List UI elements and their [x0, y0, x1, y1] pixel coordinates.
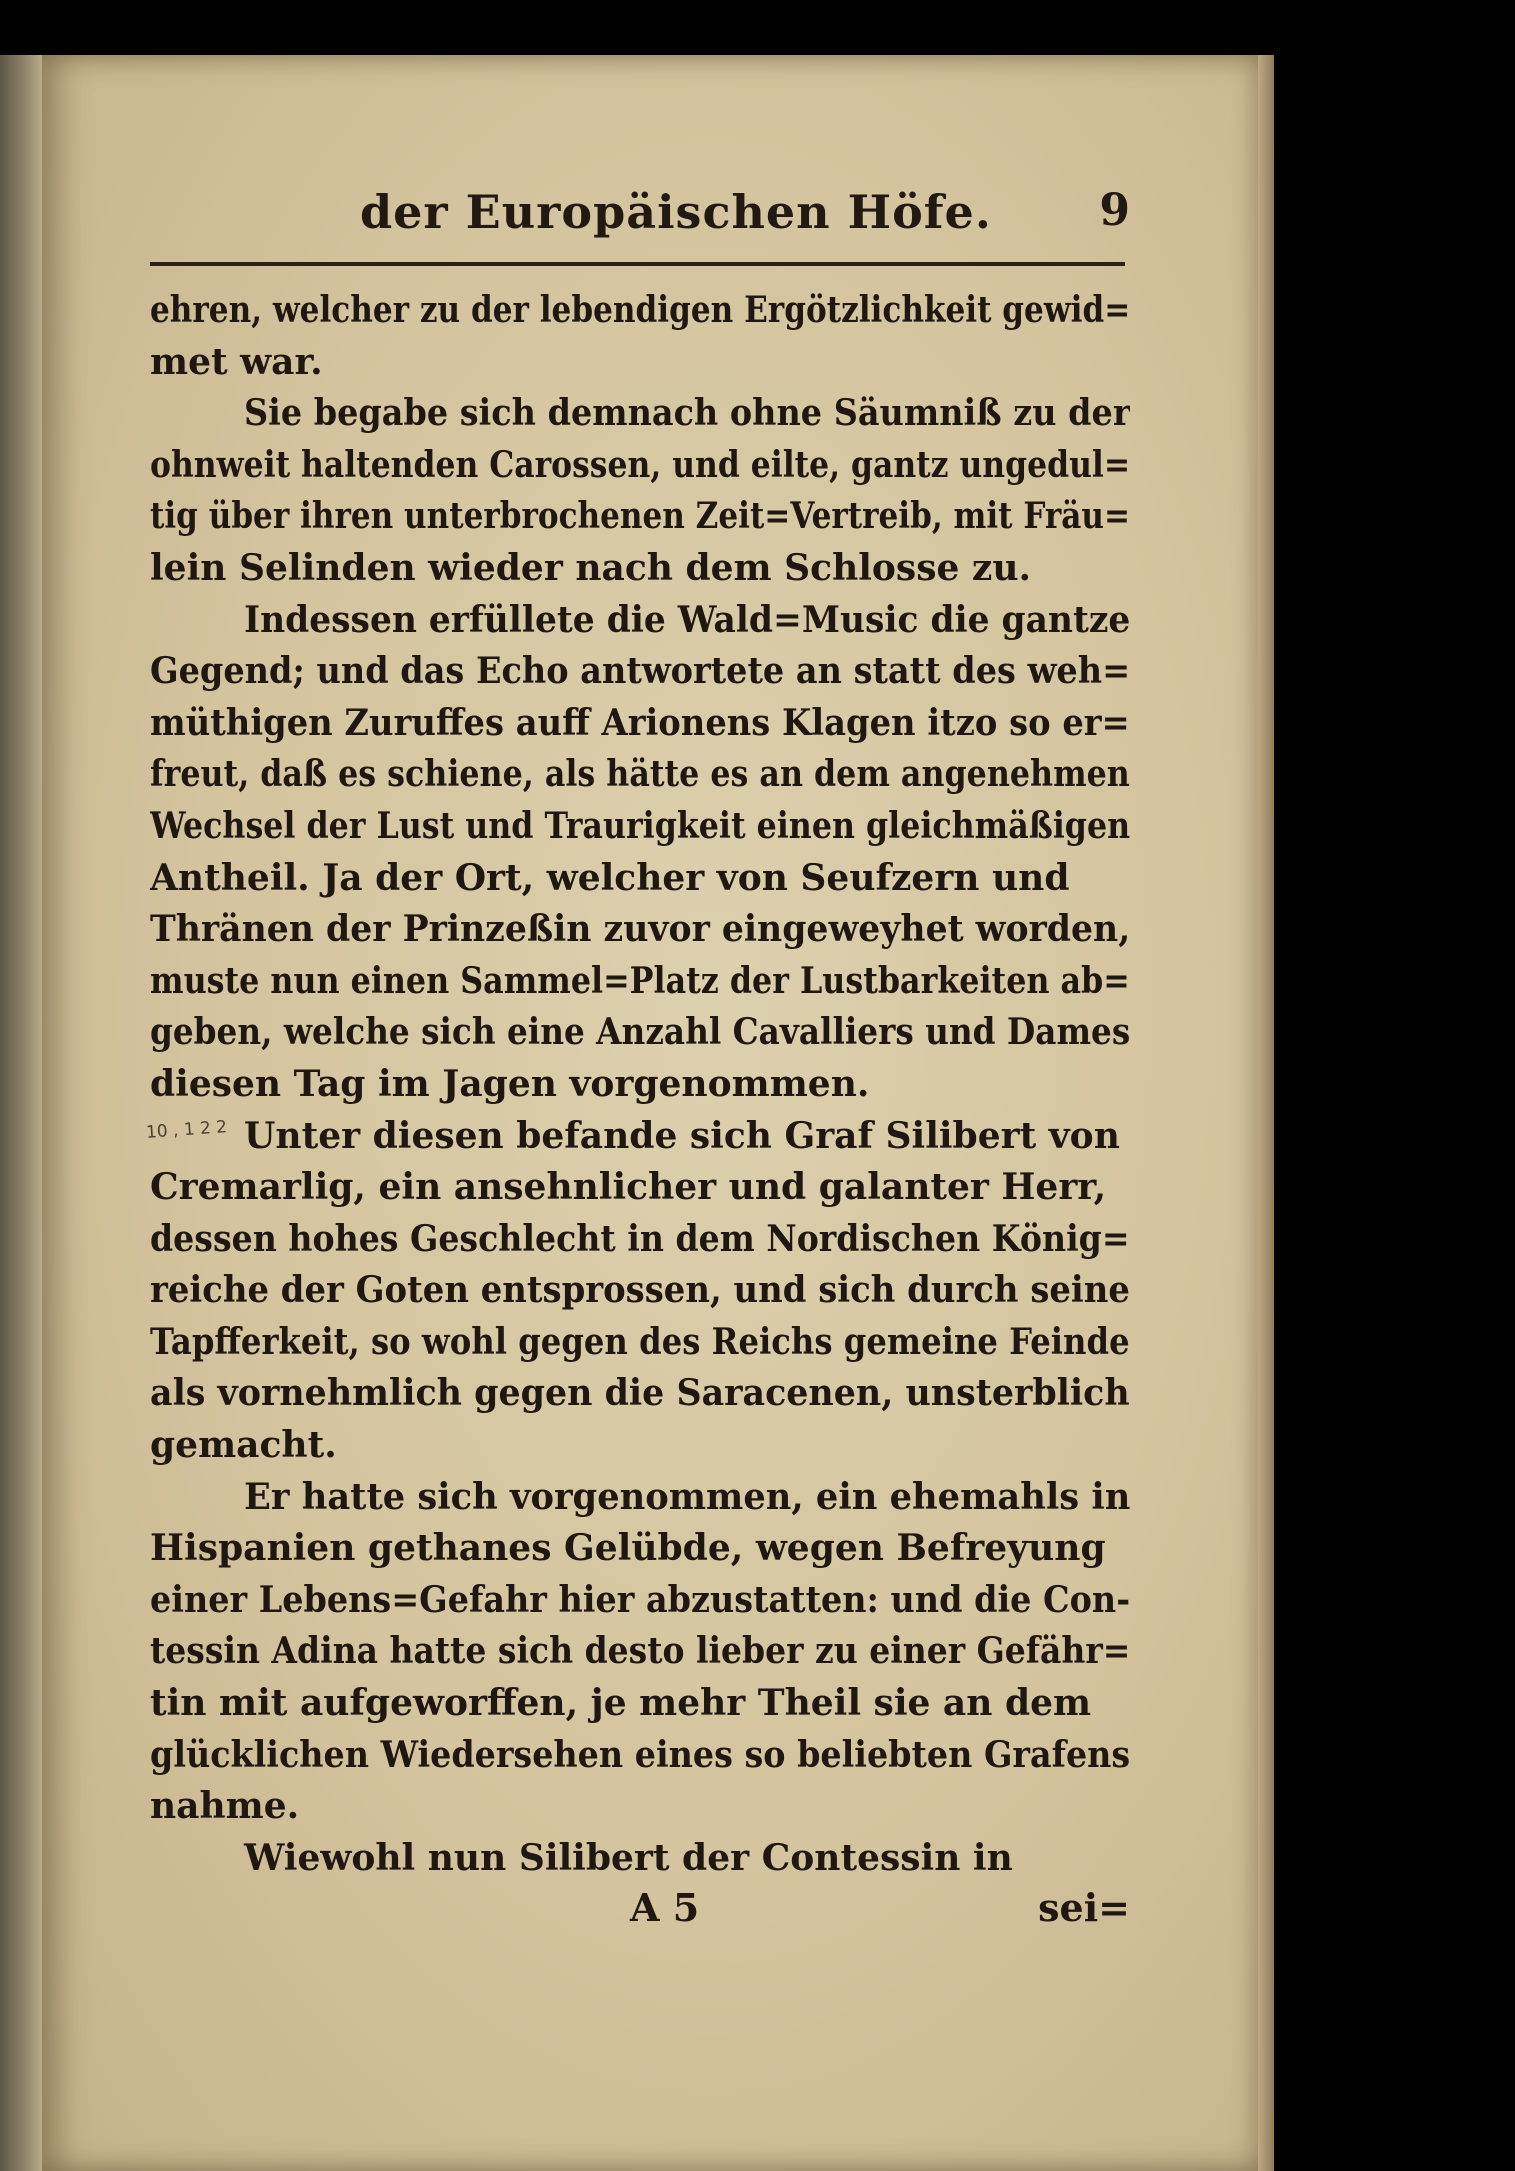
- text-line: Hispanien gethanes Gelübde, wegen Befreyung: [150, 1527, 1106, 1570]
- text-line: Thränen der Prinzeßin zuvor eingeweyhet worden,: [150, 908, 1130, 951]
- text-line: nahme.: [150, 1785, 300, 1828]
- signature-mark: A 5: [630, 1885, 700, 1930]
- right-page-edge: [1258, 55, 1274, 2171]
- header-rule: [150, 262, 1125, 266]
- text-line: Cremarlig, ein ansehnlicher und galanter Herr,: [150, 1166, 1107, 1209]
- page-header: [290, 185, 1130, 255]
- text-line: als vornehmlich gegen die Saracenen, unsterblich: [150, 1372, 1130, 1415]
- text-line: Unter diesen befande sich Graf Silibert von: [244, 1114, 1120, 1157]
- text-line: reiche der Goten entsprossen, und sich durch seine: [150, 1269, 1130, 1312]
- footer-line: [150, 1885, 1130, 1937]
- text-line: dessen hohes Geschlecht in dem Nordischen König=: [150, 1217, 1130, 1260]
- text-line: glücklichen Wiedersehen eines so beliebten Grafens: [150, 1733, 1130, 1776]
- text-line: gemacht.: [150, 1424, 337, 1467]
- page-number: 9: [1099, 185, 1130, 236]
- text-line: tig über ihren unterbrochenen Zeit=Vertreib, mit Fräu=: [150, 495, 1130, 538]
- text-line: diesen Tag im Jagen vorgenommen.: [150, 1062, 870, 1105]
- text-line: Sie begabe sich demnach ohne Säumniß zu der: [244, 392, 1130, 435]
- left-page-edge: [0, 55, 42, 2171]
- text-line: lein Selinden wieder nach dem Schlosse zu.: [150, 546, 1032, 589]
- text-line: ohnweit haltenden Carossen, und eilte, gantz ungedul=: [150, 443, 1130, 486]
- text-line: Gegend; und das Echo antwortete an statt des weh=: [150, 650, 1130, 693]
- text-line: tessin Adina hatte sich desto lieber zu einer Gefähr=: [150, 1630, 1130, 1673]
- text-line: Wechsel der Lust und Traurigkeit einen gleichmäßigen: [150, 804, 1130, 847]
- text-line: müthigen Zuruffes auff Arionens Klagen itzo so er=: [150, 701, 1130, 744]
- body-text: [150, 285, 1130, 1884]
- text-line: tin mit aufgeworffen, je mehr Theil sie an dem: [150, 1682, 1092, 1725]
- text-line: Indessen erfüllete die Wald=Music die gantze: [244, 598, 1130, 641]
- text-line: geben, welche sich eine Anzahl Cavalliers und Dames: [150, 1011, 1130, 1054]
- catchword: sei=: [1038, 1885, 1130, 1930]
- text-line: Tapfferkeit, so wohl gegen des Reichs gemeine Feinde: [150, 1320, 1130, 1363]
- pencil-marginal-note: 10 , 1 2 2: [145, 1117, 228, 1143]
- text-line: freut, daß es schiene, als hätte es an dem angenehmen: [150, 753, 1130, 796]
- text-line: Er hatte sich vorgenommen, ein ehemahls in: [244, 1475, 1130, 1518]
- text-line: met war.: [150, 340, 323, 383]
- text-line: ehren, welcher zu der lebendigen Ergötzlichkeit gewid=: [150, 289, 1130, 331]
- text-line: Antheil. Ja der Ort, welcher von Seufzern und: [150, 856, 1070, 899]
- running-head: der Europäischen Höfe.: [360, 185, 992, 239]
- text-line: Wiewohl nun Silibert der Contessin in: [244, 1836, 1013, 1879]
- text-line: einer Lebens=Gefahr hier abzustatten: und die Con-: [150, 1578, 1130, 1621]
- text-line: muste nun einen Sammel=Platz der Lustbarkeiten ab=: [150, 959, 1130, 1002]
